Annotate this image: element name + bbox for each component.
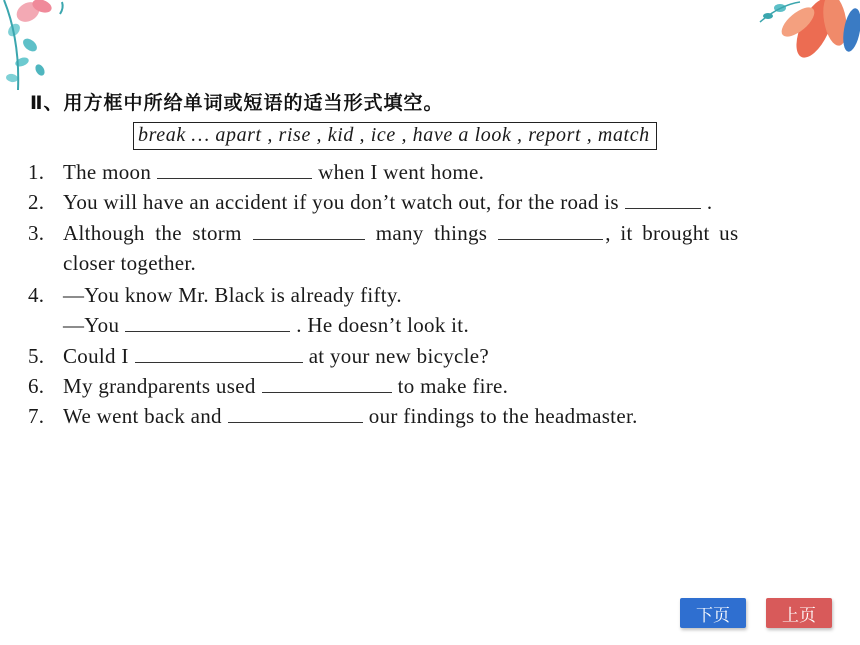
answer-blank-4[interactable] — [125, 313, 290, 332]
question-text: at your new bicycle? — [308, 344, 490, 368]
question-number: 2. — [28, 190, 45, 214]
leaf-decoration-icon — [720, 0, 860, 75]
question-text: Although the storm — [63, 221, 242, 245]
question-5 — [28, 344, 489, 369]
question-3-continued — [63, 251, 196, 276]
question-text: closer together. — [63, 251, 197, 275]
question-text: to make fire. — [397, 374, 509, 398]
question-1 — [28, 160, 484, 185]
question-text: My grandparents used — [63, 374, 256, 398]
answer-blank-6[interactable] — [262, 374, 392, 393]
floral-decoration-icon — [0, 0, 120, 95]
question-number: 5. — [28, 344, 45, 368]
question-text: —You know Mr. Black is already fifty. — [63, 283, 402, 307]
question-number: 3. — [28, 221, 45, 245]
previous-page-button[interactable]: 上页 — [766, 598, 832, 628]
question-text: We went back and — [63, 404, 222, 428]
question-text: The moon — [63, 160, 152, 184]
question-number: 4. — [28, 283, 45, 307]
question-6 — [28, 374, 508, 399]
question-number: 6. — [28, 374, 45, 398]
question-text: . — [706, 190, 713, 214]
question-2 — [28, 190, 712, 215]
section-heading: Ⅱ、用方框中所给单词或短语的适当形式填空。 — [30, 92, 444, 114]
answer-blank-5[interactable] — [135, 344, 303, 363]
question-text: Could I — [63, 344, 129, 368]
answer-blank-2[interactable] — [625, 190, 701, 209]
next-page-button[interactable]: 下页 — [680, 598, 746, 628]
question-text: many things — [375, 221, 488, 245]
question-text: our findings to the headmaster. — [368, 404, 638, 428]
question-number: 1. — [28, 160, 45, 184]
word-box: break … apart , rise , kid , ice , have a look , report , match — [133, 122, 657, 150]
question-3 — [28, 221, 738, 246]
answer-blank-3b[interactable] — [498, 221, 603, 240]
answer-blank-3a[interactable] — [253, 221, 365, 240]
question-text: , it brought us — [605, 221, 739, 245]
question-4-response — [63, 313, 469, 338]
question-number: 7. — [28, 404, 45, 428]
question-4 — [28, 283, 402, 308]
question-text: You will have an accident if you don’t watch out, for the road is — [63, 190, 619, 214]
answer-blank-1[interactable] — [157, 160, 312, 179]
answer-blank-7[interactable] — [228, 404, 363, 423]
question-7 — [28, 404, 638, 429]
question-text: —You — [63, 313, 120, 337]
question-text: when I went home. — [318, 160, 485, 184]
question-text: . He doesn’t look it. — [296, 313, 469, 337]
